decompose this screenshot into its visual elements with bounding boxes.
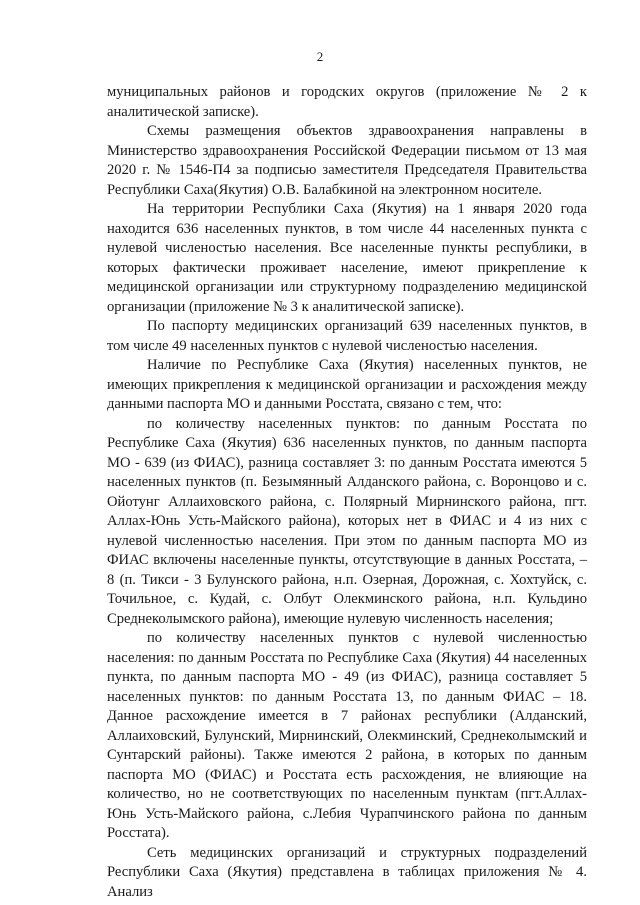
document-body	[107, 83, 587, 902]
paragraph-passport: По паспорту медицинских организаций 639 населенных пунктов, в том числе 49 населенных пунктов с нулевой численостью населения.	[107, 318, 587, 354]
paragraph-schemes: Схемы размещения объектов здравоохранения направлены в Министерство здравоохранения Российской Федерации письмом от 13 мая 2020 г. № 1546-П4 за подписью заместителя Председателя Правительства Республики Саха(Якутия) О.В. Балабкиной на электронном носителе.	[107, 123, 587, 198]
paragraph-count-settlements: по количеству населенных пунктов: по данным Росстата по Республике Саха (Якутия) 636 населенных пунктов, по данным паспорта МО - 639 (из ФИАС), разница составляет 3: по данным Росстата имеются 5 населенных пунктов (п. Безымянный Алданского района, с. Воронцово и с. Ойотунг Аллаиховского района, с. Полярный Мирнинского района, пгт. Аллах-Юнь Усть-Майского района), которых нет в ФИАС и 4 из них с нулевой численностью населения. При этом по данным паспорта МО из ФИАС включены населенные пункты, отсутствующие в данных Росстата, – 8 (п. Тикси - 3 Булунского района, н.п. Озерная, Дорожная, с. Хохтуйск, с. Точильное, с. Кудай, с. Олбут Олекминского района, н.п. Кульдино Среднеколымского района), имеющие нулевую численность населения;	[107, 415, 587, 627]
page-number: 2	[316, 49, 324, 64]
paragraph-territory: На территории Республики Саха (Якутия) на 1 января 2020 года находится 636 населенных пунктов, в том числе 44 населенных пункта с нулевой численостью населения. Все населенные пункты республики, в которых фактически проживает население, имеют прикрепление к медицинской организации или структурному подразделению медицинской организации (приложение № 3 к аналитической записке).	[107, 201, 587, 315]
paragraph-presence: Наличие по Республике Саха (Якутия) населенных пунктов, не имеющих прикрепления к медицинской организации и расхождения между данными паспорта МО и данными Росстата, связано с тем, что:	[107, 357, 587, 412]
paragraph-zero-population: по количеству населенных пунктов с нулевой численностью населения: по данным Росстата по Республике Саха (Якутия) 44 населенных пункта, по данным паспорта МО - 49 (из ФИАС), разница составляет 5 населенных пунктов: по данным Росстата 13, по данным ФИАС – 18. Данное расхождение имеется в 7 районах республики (Алданский, Аллаиховский, Булунский, Мирнинский, Олекминский, Среднеколымский и Сунтарский районы). Также имеются 2 района, в которых по данным паспорта МО (ФИАС) и Росстата есть расхождения, не влияющие на количество, но не соответствующих по населенным пунктам (пгт.Аллах-Юнь Усть-Майского района, с.Лебия Чурапчинского района по данным Росстата).	[107, 630, 587, 841]
paragraph-continuation: муниципальных районов и городских округов (приложение № 2 к аналитической записке).	[107, 84, 587, 120]
paragraph-network: Сеть медицинских организаций и структурных подразделений Республики Саха (Якутия) представлена в таблицах приложения № 4. Анализ	[107, 844, 587, 900]
